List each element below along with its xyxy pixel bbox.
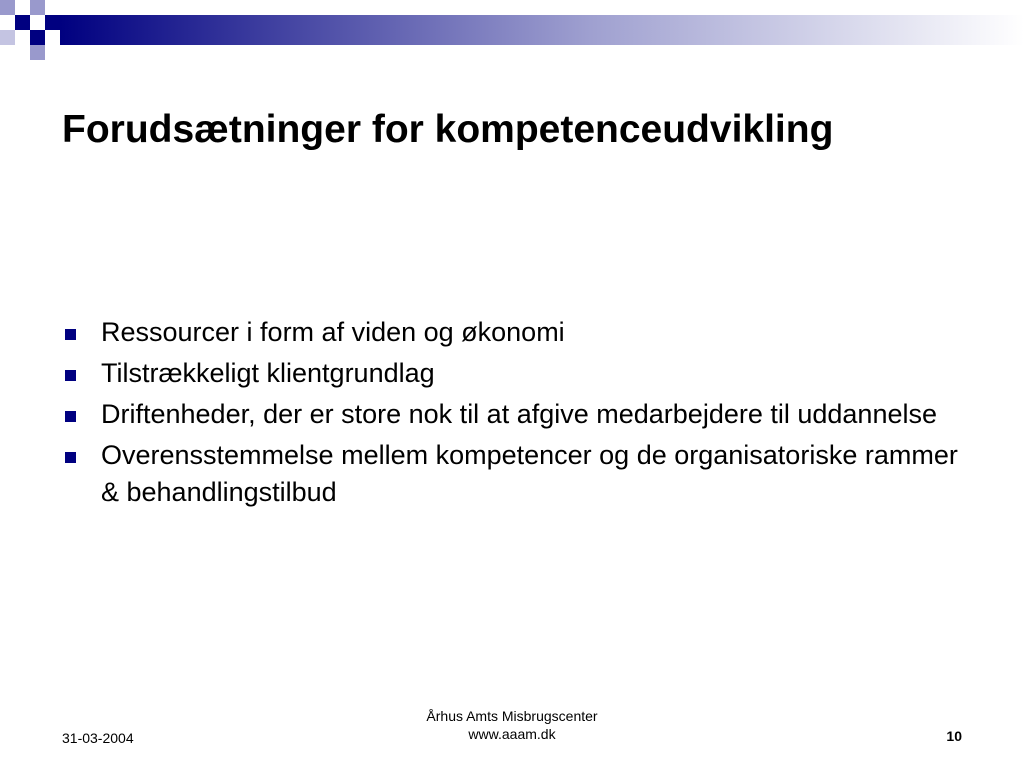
bullet-list — [64, 314, 964, 515]
footer-center — [362, 707, 662, 743]
bullet-text: Ressourcer i form af viden og økonomi — [101, 317, 565, 347]
bullet-item — [64, 437, 964, 511]
bullet-item — [64, 314, 964, 351]
bullet-item — [64, 355, 964, 392]
footer-org: Århus Amts Misbrugscenter — [426, 708, 598, 724]
header-decoration — [0, 0, 1024, 60]
deco-square — [15, 15, 30, 30]
square-bullet-icon — [65, 452, 76, 463]
bullet-text: Tilstrækkeligt klientgrundlag — [101, 358, 435, 388]
footer-url: www.aaam.dk — [468, 726, 556, 742]
square-bullet-icon — [65, 370, 76, 381]
deco-square — [0, 0, 15, 15]
deco-square — [45, 15, 60, 30]
page-number: 10 — [946, 728, 962, 744]
square-bullet-icon — [65, 329, 76, 340]
deco-square — [30, 30, 45, 45]
bullet-text: Driftenheder, der er store nok til at afgive medarbejdere til uddannelse — [101, 399, 937, 429]
deco-square — [30, 45, 45, 60]
footer-date: 31-03-2004 — [62, 730, 134, 746]
bullet-text: Overensstemmelse mellem kompetencer og de organisatoriske rammer & behandlingstilbud — [101, 440, 958, 507]
deco-square — [0, 30, 15, 45]
slide-title: Forudsætninger for kompetenceudvikling — [62, 108, 834, 151]
square-bullet-icon — [65, 411, 76, 422]
header-gradient-bar — [60, 15, 1024, 45]
deco-square — [30, 0, 45, 15]
bullet-item — [64, 396, 964, 433]
